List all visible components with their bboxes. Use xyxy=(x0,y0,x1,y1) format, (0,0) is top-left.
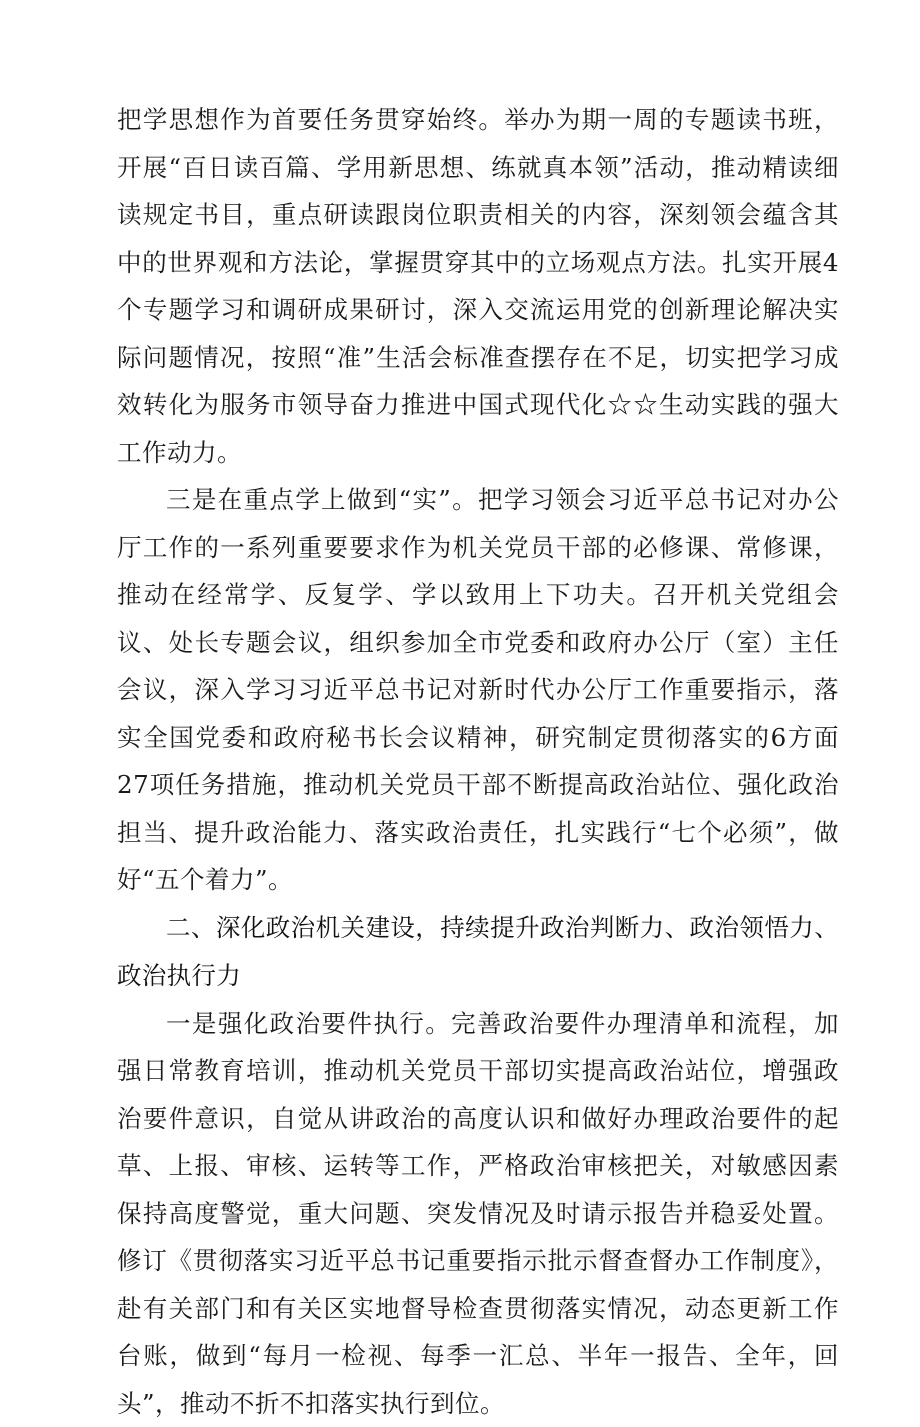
paragraph-key-study: 三是在重点学上做到“实”。把学习领会习近平总书记对办公厅工作的一系列重要要求作为机关党员干部的必修课、常修课，推动在经常学、反复学、学以致用上下功夫。召开机关党组会议、处长专题会议，组织参加全市党委和政府办公厅（室）主任会议，深入学习习近平总书记对新时代办公厅工作重要指示，落实全国党委和政府秘书长会议精神，研究制定贯彻落实的6方面27项任务措施，推动机关党员干部不断提高政治站位、强化政治担当、提升政治能力、落实政治责任，扎实践行“七个必须”，做好“五个着力”。 xyxy=(117,476,839,904)
section-heading-political-organ: 二、深化政治机关建设，持续提升政治判断力、政治领悟力、政治执行力 xyxy=(117,904,839,1000)
document-body xyxy=(117,96,839,1427)
paragraph-study-thought: 把学思想作为首要任务贯穿始终。举办为期一周的专题读书班，开展“百日读百篇、学用新思想、练就真本领”活动，推动精读细读规定书目，重点研读跟岗位职责相关的内容，深刻领会蕴含其中的世界观和方法论，掌握贯穿其中的立场观点方法。扎实开展4个专题学习和调研成果研讨，深入交流运用党的创新理论解决实际问题情况，按照“准”生活会标准查摆存在不足，切实把学习成效转化为服务市领导奋力推进中国式现代化☆☆生动实践的强大工作动力。 xyxy=(117,96,839,476)
paragraph-political-execution: 一是强化政治要件执行。完善政治要件办理清单和流程，加强日常教育培训，推动机关党员干部切实提高政治站位，增强政治要件意识，自觉从讲政治的高度认识和做好办理政治要件的起草、上报、审核、运转等工作，严格政治审核把关，对敏感因素保持高度警觉，重大问题、突发情况及时请示报告并稳妥处置。修订《贯彻落实习近平总书记重要指示批示督查督办工作制度》，赴有关部门和有关区实地督导检查贯彻落实情况，动态更新工作台账，做到“每月一检视、每季一汇总、半年一报告、全年，回头”，推动不折不扣落实执行到位。 xyxy=(117,1000,839,1427)
